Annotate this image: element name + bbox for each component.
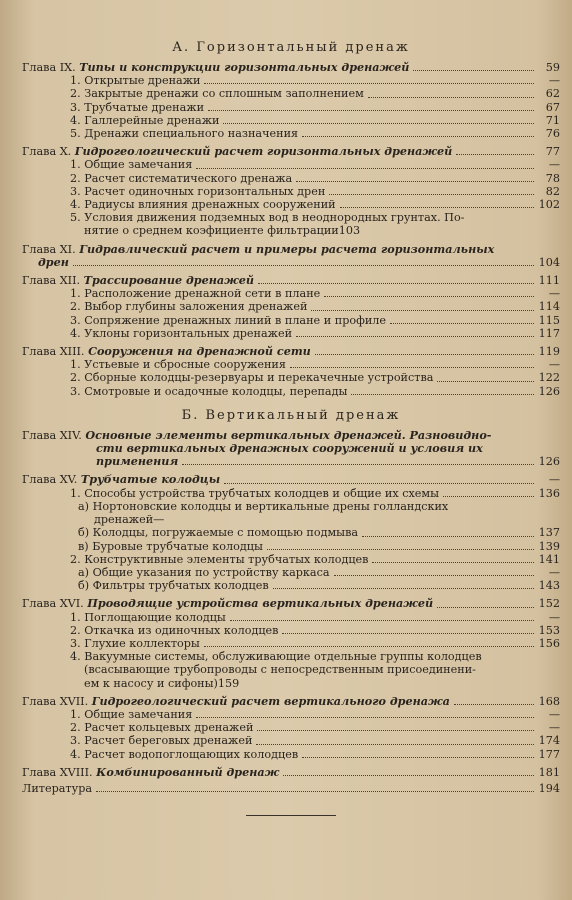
chapter-title: Гидрогеологический расчет вертикального дренажа [91,693,450,708]
leader-dots [362,536,534,537]
toc-item[interactable] [22,611,560,624]
chapter-xvi[interactable] [22,597,560,610]
item-label: б) Фильтры трубчатых колодцев [78,579,269,593]
item-label: в) Буровые трубчатые колодцы [78,539,263,553]
item-label: 3. Смотровые и осадочные колодцы, перепады [70,384,348,398]
chapter-title: Проводящие устройства вертикальных дренажей [87,596,434,611]
chapter-number: Глава XVI. [22,597,84,611]
page-number: — [548,74,560,88]
toc-item[interactable] [22,127,560,140]
page-number: — [548,707,560,721]
chapter-x[interactable] [22,145,560,158]
page-number: 115 [538,313,560,327]
page-number: 117 [538,326,560,340]
leader-dots [390,323,534,324]
toc-item[interactable] [22,540,560,553]
end-rule [246,815,336,816]
page-number: 194 [538,781,560,795]
item-label: 4. Уклоны горизонтальных дренажей [70,326,293,340]
chapter-number: Глава XI. [22,242,76,256]
leader-dots [208,110,534,111]
page-number: 159 [217,676,240,690]
chapter-number: Глава XVII. [22,694,89,708]
chapter-xiii[interactable] [22,345,560,358]
leader-dots [204,646,534,647]
item-label: 2. Закрытые дренажи со сплошным заполнением [70,87,364,101]
chapter-number: Глава XV. [22,473,78,487]
page-number: 114 [538,300,560,314]
toc-item[interactable] [22,114,560,127]
chapter-xv[interactable] [22,473,560,486]
page-number: 156 [538,636,560,650]
item-label-line1: 5. Условия движения подземных вод в неоднородных грунтах. По- [70,211,465,225]
toc-item[interactable] [22,637,560,650]
page-number: — [548,721,560,735]
page-number: — [548,473,560,487]
leader-dots [224,483,534,484]
page-number: 126 [538,455,560,469]
chapter-number: Глава XIV. [22,428,82,442]
item-label: 3. Трубчатые дренажи [70,100,205,114]
item-label-line1: а) Нортоновские колодцы и вертикальные дрены голландских [78,499,449,513]
leader-dots [329,194,534,195]
page-number: 102 [538,198,560,212]
item-label: 2. Конструктивные элементы трубчатых колодцев [70,552,369,566]
item-label-line2: дренажей [94,513,154,527]
page-number: 119 [538,345,560,359]
chapter-title-line3: применения [96,454,179,469]
chapter-title: Гидрогеологический расчет горизонтальных дренажей [74,144,453,159]
page-number: 137 [538,526,560,540]
leader-dots [182,464,534,465]
leader-dots [311,310,534,311]
toc-item[interactable] [22,87,560,100]
page-number: 104 [538,255,560,269]
page-number: 126 [538,384,560,398]
item-label: 5. Дренажи специального назначения [70,127,299,141]
leader-dots [324,296,534,297]
chapter-title: Трубчатые колодцы [80,472,221,487]
item-label: 3. Расчет одиночных горизонтальных дрен [70,184,326,198]
leader-dots [196,717,534,718]
leader-dots [273,588,534,589]
page-number: 82 [545,184,560,198]
leader-dots [351,394,534,395]
chapter-title-line1: Основные элементы вертикальных дренажей. Разновидно- [85,427,492,442]
item-label: 1. Устьевые и сбросные сооружения [70,358,286,372]
toc-item[interactable] [22,748,560,761]
leader-dots [334,575,534,576]
chapter-title-line2: дрен [38,254,69,269]
item-label: 3. Расчет береговых дренажей [70,734,253,748]
page-number: — [548,610,560,624]
chapter-number: Глава XII. [22,274,81,288]
leader-dots [413,70,534,71]
page-number: 71 [545,113,560,127]
toc-item[interactable] [22,198,560,211]
page-number: 181 [538,765,560,779]
leader-dots [302,757,534,758]
section-b-title: Б. Вертикальный дренаж [181,407,401,423]
toc-item[interactable] [22,708,560,721]
leader-dots [302,136,534,137]
leader-dots [204,83,534,84]
toc-item[interactable] [22,300,560,313]
item-label: 2. Расчет кольцевых дренажей [70,721,254,735]
chapter-title-line1: Гидравлический расчет и примеры расчета горизонтальных [79,241,495,256]
toc-item[interactable] [22,721,560,734]
section-a-title: А. Горизонтальный дренаж [172,40,410,55]
toc-item[interactable] [22,487,560,500]
toc-item[interactable] [22,553,560,566]
leader-dots [456,154,534,155]
chapter-number: Глава IX. [22,61,76,74]
leader-dots [315,354,534,355]
page-number: 168 [538,694,560,708]
literature-label: Литература [22,781,93,795]
item-label: 4. Радиусы влияния дренажных сооружений [70,198,336,212]
page-number: 67 [545,100,560,114]
chapter-title: Трассирование дренажей [83,273,254,288]
page-number: — [548,565,560,579]
leader-dots [256,744,534,745]
chapter-xi[interactable] [22,243,560,269]
toc-item[interactable] [22,172,560,185]
literature-entry[interactable] [22,782,560,795]
chapter-xiv[interactable] [22,429,560,469]
page-number: — [153,513,165,527]
leader-dots [437,607,534,608]
leader-dots [437,381,534,382]
leader-dots [443,496,534,497]
item-label: 4. Расчет водопоглощающих колодцев [70,747,299,761]
leader-dots [258,283,534,284]
item-label: 1. Способы устройства трубчатых колодцев и общие их схемы [70,486,440,500]
leader-dots [96,791,534,792]
page-number: 143 [538,579,560,593]
item-label-line2: (всасывающие трубопроводы с непосредственным присоединени- [84,663,476,677]
toc-item[interactable] [22,74,560,87]
leader-dots [196,168,534,169]
chapter-number: Глава XIII. [22,345,85,359]
leader-dots [296,336,534,337]
leader-dots [296,181,534,182]
item-label: 1. Общие замечания [70,158,193,172]
toc-item[interactable] [22,101,560,114]
leader-dots [267,549,534,550]
toc-item-multiline[interactable] [22,500,560,526]
page-number: — [548,158,560,172]
chapter-title-line2: сти вертикальных дренажных сооружений и условия их [96,441,483,456]
toc-item[interactable] [22,314,560,327]
page-number: 103 [338,224,361,238]
item-label: 2. Сборные колодцы-резервуары и перекачечные устройства [70,371,434,385]
item-label: а) Общие указания по устройству каркаса [78,565,330,579]
toc-item[interactable] [22,358,560,371]
item-label-line3: ем к насосу и сифоны) [84,676,218,690]
item-label: 1. Общие замечания [70,707,193,721]
chapter-xviii[interactable] [22,766,560,779]
leader-dots [454,704,534,705]
chapter-title: Сооружения на дренажной сети [88,344,311,359]
item-label: 1. Поглощающие колодцы [70,610,226,624]
toc-item[interactable] [22,287,560,300]
toc-item-multiline[interactable] [22,650,560,690]
chapter-xii[interactable] [22,274,560,287]
item-label-line2: нятие о среднем коэфициенте фильтрации [84,224,339,238]
chapter-number: Глава X. [22,145,72,159]
toc-item[interactable] [22,185,560,198]
page-number: — [548,358,560,372]
item-label: 2. Откачка из одиночных колодцев [70,623,279,637]
leader-dots [372,562,534,563]
leader-dots [283,775,534,776]
item-label-line1: 4. Вакуумные системы, обслуживающие отдельные группы колодцев [70,650,482,664]
page-number: 122 [538,371,560,385]
item-label: 3. Сопряжение дренажных линий в плане и профиле [70,313,387,327]
chapter-ix[interactable] [22,61,560,74]
leader-dots [282,633,534,634]
page-number: 141 [538,552,560,566]
item-label: 1. Расположение дренажной сети в плане [70,287,321,301]
toc-item[interactable] [22,385,560,398]
toc-item[interactable] [22,624,560,637]
leader-dots [290,367,534,368]
item-label: 2. Расчет систематического дренажа [70,171,293,185]
chapter-xvii[interactable] [22,695,560,708]
chapter-title: Типы и конструкции горизонтальных дренажей [79,60,410,74]
chapter-title: Комбинированный дренаж [96,764,280,779]
toc-item-multiline[interactable] [22,211,560,237]
toc-item[interactable] [22,566,560,579]
toc-item[interactable] [22,158,560,171]
toc-item[interactable] [22,526,560,539]
page-number: 62 [545,87,560,101]
page-number: 111 [538,274,560,288]
toc-item[interactable] [22,579,560,592]
leader-dots [257,730,534,731]
leader-dots [340,207,534,208]
page-number: 59 [545,61,560,74]
item-label: б) Колодцы, погружаемые с помощью подмыва [78,526,359,540]
page-number: 152 [538,597,560,611]
leader-dots [368,97,534,98]
chapter-number: Глава XVIII. [22,765,93,779]
page-number: 78 [545,171,560,185]
page-number: 77 [545,145,560,159]
page-number: 174 [538,734,560,748]
leader-dots [223,123,534,124]
toc-item[interactable] [22,371,560,384]
toc-item[interactable] [22,734,560,747]
page-number: 139 [538,539,560,553]
item-label: 2. Выбор глубины заложения дренажей [70,300,308,314]
page-number: 76 [545,127,560,141]
item-label: 1. Открытые дренажи [70,74,201,88]
item-label: 4. Галлерейные дренажи [70,113,220,127]
page-number: 153 [538,623,560,637]
leader-dots [230,620,534,621]
toc-item[interactable] [22,327,560,340]
item-label: 3. Глухие коллекторы [70,636,200,650]
page-number: 177 [538,747,560,761]
page-number: 136 [538,486,560,500]
leader-dots [73,265,534,266]
page-number: — [548,287,560,301]
